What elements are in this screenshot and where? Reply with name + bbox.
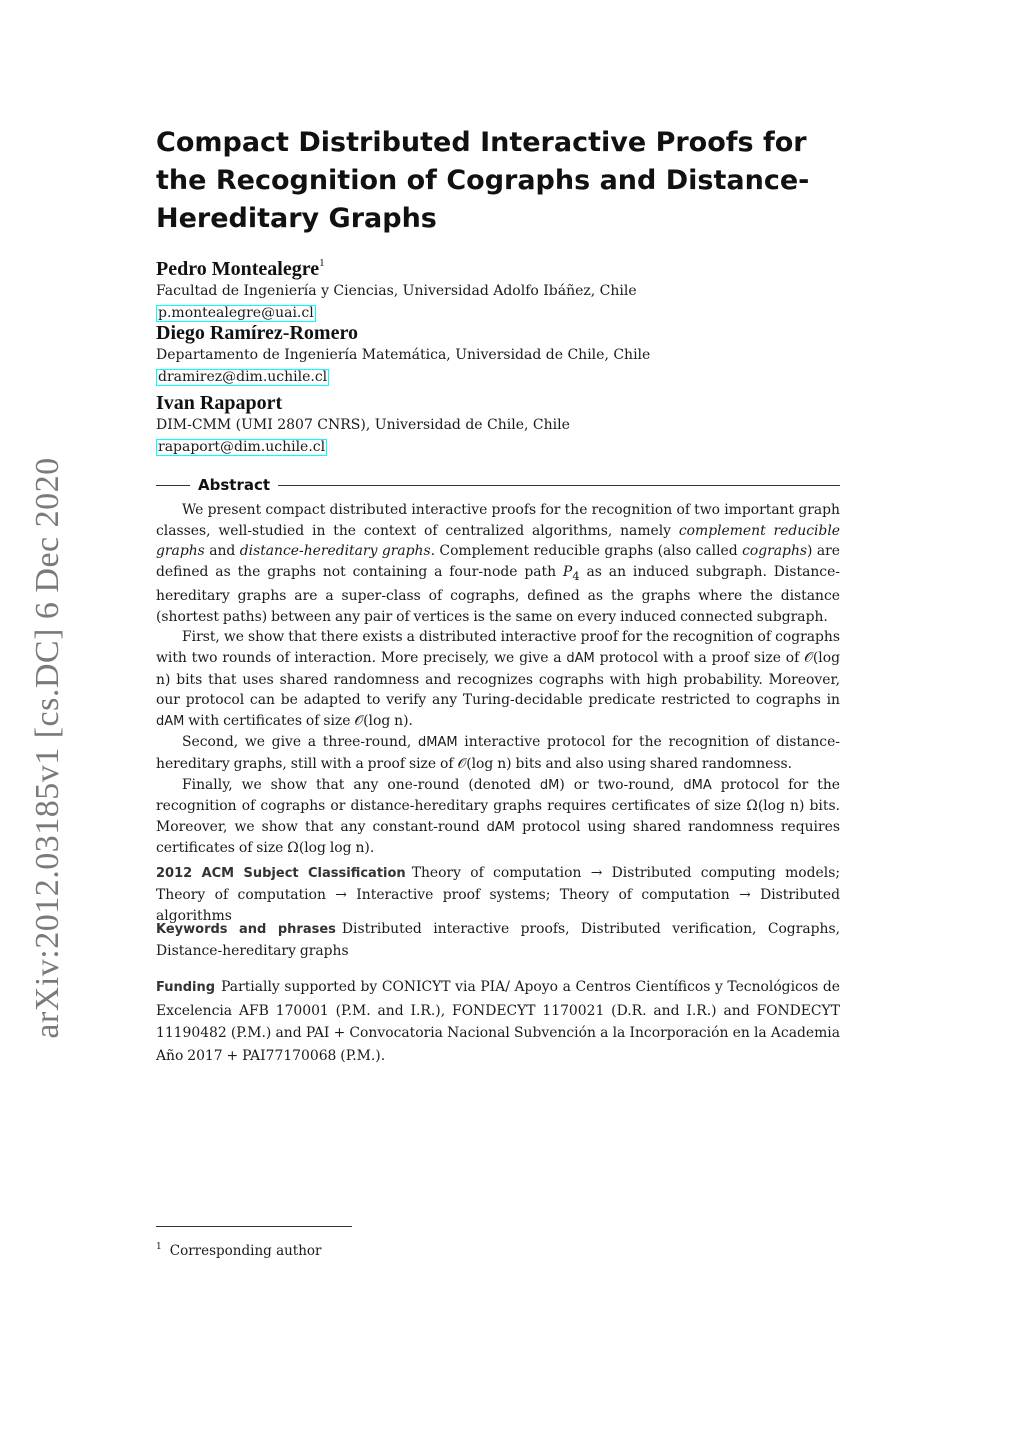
footnote-number: 1 bbox=[156, 1242, 162, 1252]
acm-label: 2012 ACM Subject Classification bbox=[156, 866, 406, 881]
author-block bbox=[156, 251, 840, 322]
keywords-text: Distributed interactive proofs, Distributed verification, Cographs, Distance-hereditary graphs bbox=[156, 921, 840, 959]
protocol-name: dMAM bbox=[418, 735, 458, 751]
keywords bbox=[156, 919, 840, 962]
heading-rule bbox=[278, 485, 840, 486]
protocol-name: dMA bbox=[683, 777, 712, 793]
author-name: Pedro Montealegre$^1$ bbox=[156, 257, 325, 280]
funding bbox=[156, 976, 840, 1067]
funding-label: Funding bbox=[156, 980, 216, 995]
protocol-name: dAM bbox=[566, 650, 595, 666]
acm-classification bbox=[156, 863, 840, 928]
math-expression: Ω(log log n) bbox=[287, 840, 370, 857]
abstract-paragraph: First, we show that there exists a distributed interactive proof for the recognition of cographs with two rounds of interaction. More precisely, we give a dAM protocol with a proof size of 𝒪(log n) bits that uses shared randomness and recognizes cographs with high probability. Moreover, our protocol can be adapted to verify any Turing-decidable predicate restricted to cographs in dAM with certificates of size 𝒪(log n). bbox=[156, 629, 840, 729]
author-block bbox=[156, 391, 840, 456]
abstract-heading bbox=[156, 475, 840, 495]
author-affiliation: DIM-CMM (UMI 2807 CNRS), Universidad de Chile, Chile bbox=[156, 417, 570, 433]
author-email-link[interactable]: dramirez@dim.uchile.cl bbox=[158, 369, 328, 385]
protocol-name: dAM bbox=[156, 713, 185, 729]
abstract-body bbox=[156, 500, 840, 859]
author-affiliation: Facultad de Ingeniería y Ciencias, Universidad Adolfo Ibáñez, Chile bbox=[156, 283, 637, 299]
abstract-paragraph: We present compact distributed interactive proofs for the recognition of two important graph classes, well-studied in the context of centralized algorithms, namely complement reducible graphs and distance-hereditary graphs. Complement reducible graphs (also called cographs) are defined as the graphs not containing a four-node path $P_4$ as an induced subgraph. Distance-hereditary graphs are a super-class of cographs, defined as the graphs where the distance (shortest paths) between any pair of vertices is the same on every induced connected subgraph. bbox=[156, 502, 841, 625]
arxiv-sidebar-stamp bbox=[20, 455, 76, 1040]
math-p4: P bbox=[562, 563, 573, 580]
author-email-link[interactable]: rapaport@dim.uchile.cl bbox=[158, 439, 326, 455]
arxiv-identifier: arXiv:2012.03185v1 [cs.DC] 6 Dec 2020 bbox=[29, 456, 66, 1039]
author-name: Ivan Rapaport bbox=[156, 392, 283, 414]
abstract-label: Abstract bbox=[198, 476, 271, 494]
author-affiliation: Departamento de Ingeniería Matemática, Universidad de Chile, Chile bbox=[156, 347, 651, 363]
footnote bbox=[156, 1238, 322, 1260]
math-expression: Ω(log n) bbox=[746, 798, 805, 815]
paper-title: Compact Distributed Interactive Proofs for the Recognition of Cographs and Distance-Hereditary Graphs bbox=[156, 127, 810, 234]
heading-rule bbox=[156, 485, 190, 486]
math-expression: 𝒪(log n) bbox=[457, 755, 512, 772]
keywords-label: Keywords and phrases bbox=[156, 922, 336, 937]
math-expression: 𝒪(log n) bbox=[156, 649, 840, 688]
author-block bbox=[156, 321, 840, 386]
abstract-paragraph: Second, we give a three-round, dMAM interactive protocol for the recognition of distance-hereditary graphs, still with a proof size of 𝒪(log n) bits and also using shared randomness. bbox=[156, 734, 840, 772]
footnote-rule bbox=[156, 1226, 352, 1227]
footnote-text: Corresponding author bbox=[169, 1243, 322, 1259]
protocol-name: dM bbox=[539, 777, 560, 793]
math-expression: 𝒪(log n) bbox=[354, 712, 409, 729]
abstract-paragraph: Finally, we show that any one-round (denoted dM) or two-round, dMA protocol for the recognition of cographs or distance-hereditary graphs requires certificates of size Ω(log n) bits. Moreover, we show that any constant-round dAM protocol using shared randomness requires certificates of size Ω(log log n). bbox=[156, 776, 840, 857]
footnote-mark[interactable]: 1 bbox=[319, 257, 325, 269]
protocol-name: dAM bbox=[486, 819, 516, 835]
author-name: Diego Ramírez-Romero bbox=[156, 322, 358, 344]
acm-text: Theory of computation → Distributed computing models; Theory of computation → Interactive proof systems; Theory of computation → Distributed algorithms bbox=[156, 865, 840, 924]
author-email-link[interactable]: p.montealegre@uai.cl bbox=[158, 305, 314, 321]
funding-text: Partially supported by CONICYT via PIA/ Apoyo a Centros Científicos y Tecnológicos de Excelencia AFB 170001 (P.M. and I.R.), FONDECYT 1170021 (D.R. and I.R.) and FONDECYT 11190482 (P.M.) and PAI + Convocatoria Nacional Subvención a la Incorporación en la Academia Año 2017 + PAI77170068 (P.M.). bbox=[156, 979, 840, 1064]
